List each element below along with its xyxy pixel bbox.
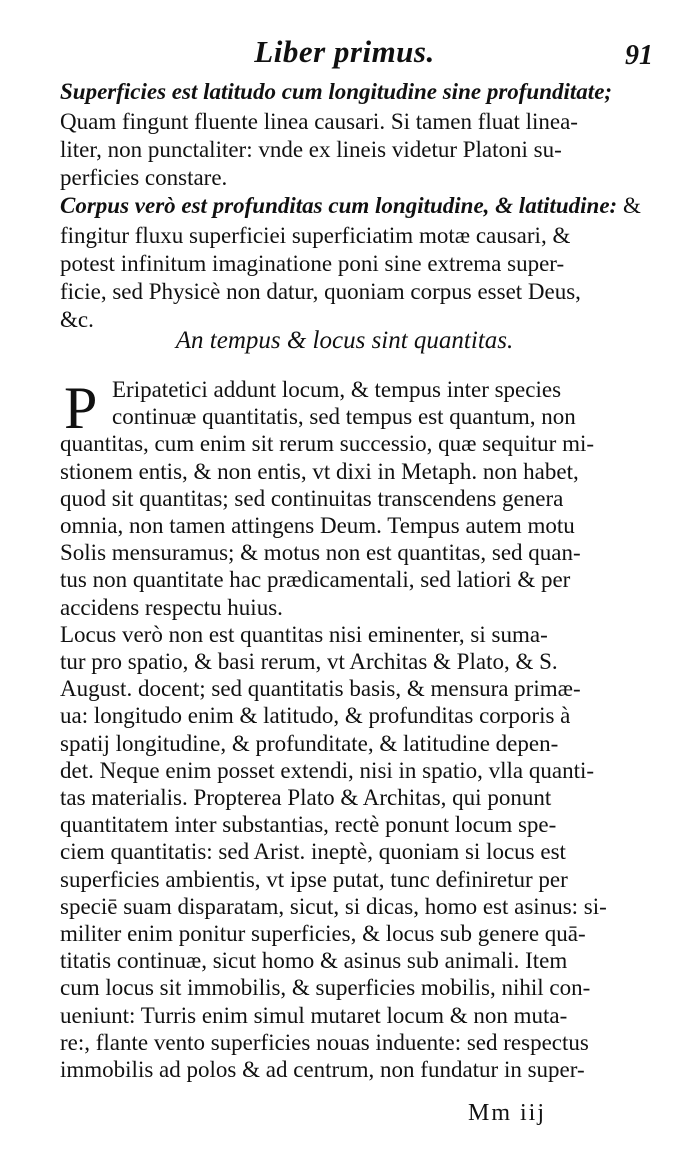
section-heading: An tempus & locus sint quantitas. <box>175 327 514 354</box>
text-line: cum locus sit immobilis, & superficies mobilis, nihil con- <box>60 975 591 1000</box>
signature-mark: Mm iij <box>468 1100 547 1126</box>
text-line: re:, flante vento superficies nouas induente: sed respectus <box>60 1030 589 1055</box>
line-text: &c. <box>60 307 94 332</box>
text-line <box>60 164 638 192</box>
text-line: det. Neque enim posset extendi, nisi in spatio, vlla quanti- <box>60 758 595 783</box>
page-number: 91 <box>625 40 653 71</box>
text-line: ua: longitudo enim & latitudo, & profunditas corporis à <box>60 703 571 728</box>
text-line: spatij longitudine, & profunditate, & latitudine depen- <box>60 731 559 756</box>
text-line: omnia, non tamen attingens Deum. Tempus autem motu <box>60 513 575 538</box>
text-line <box>60 108 638 136</box>
line-text: ficie, sed Physicè non datur, quoniam corpus esset Deus, <box>60 279 581 304</box>
text-line: quantitas, cum enim sit rerum successio, quæ sequitur mi- <box>60 431 595 456</box>
text-line: stionem entis, & non entis, vt dixi in Metaph. non habet, <box>60 459 579 484</box>
text-line: August. docent; sed quantitatis basis, & mensura primæ- <box>60 676 581 701</box>
text-line: ueniunt: Turris enim simul mutaret locum & non muta- <box>60 1003 568 1028</box>
text-line: Eripatetici addunt locum, & tempus inter species <box>112 377 562 402</box>
line-text: & <box>617 193 641 218</box>
text-line <box>60 250 638 278</box>
line-text: perficies constare. <box>60 165 228 190</box>
text-line <box>60 136 638 164</box>
text-line: tas materialis. Propterea Plato & Architas, qui ponunt <box>60 785 552 810</box>
text-line: continuæ quantitatis, sed tempus est quantum, non <box>112 404 576 429</box>
text-line: titatis continuæ, sicut homo & asinus sub animali. Item <box>60 948 568 973</box>
text-line: Solis mensuramus; & motus non est quantitas, sed quan- <box>60 540 581 565</box>
text-line: quantitatem inter substantias, rectè ponunt locum spe- <box>60 812 557 837</box>
text-line: superficies ambientis, vt ipse putat, tunc definiretur per <box>60 867 568 892</box>
running-head: Liber primus. <box>254 34 435 69</box>
text-line: accidens respectu huius. <box>60 595 283 620</box>
line-text: potest infinitum imaginatione poni sine extrema super- <box>60 251 565 276</box>
italic-definition: Corpus verò est profunditas cum longitudine, & latitudine: <box>60 193 618 218</box>
text-line: Locus verò non est quantitas nisi eminenter, si suma- <box>60 622 548 647</box>
italic-definition: Superficies est latitudo cum longitudine sine profunditate; <box>60 79 613 104</box>
text-line <box>60 278 638 306</box>
text-line: militer enim ponitur superficies, & locus sub genere quā- <box>60 921 586 946</box>
text-line <box>60 192 641 220</box>
text-line: quod sit quantitas; sed continuitas transcendens genera <box>60 486 564 511</box>
line-text: liter, non punctaliter: vnde ex lineis videtur Platoni su- <box>60 137 562 162</box>
text-line: ciem quantitatis: sed Arist. ineptè, quoniam si locus est <box>60 839 566 864</box>
drop-cap: P <box>64 375 98 441</box>
text-line <box>60 222 638 250</box>
line-text: Quam fingunt fluente linea causari. Si tamen fluat linea- <box>60 109 578 134</box>
text-line: immobilis ad polos & ad centrum, non fundatur in super- <box>60 1057 585 1082</box>
text-line: tus non quantitate hac prædicamentali, sed latiori & per <box>60 567 571 592</box>
text-line <box>60 78 638 106</box>
text-line: speciē suam disparatam, sicut, si dicas, homo est asinus: si- <box>60 894 607 919</box>
line-text: fingitur fluxu superficiei superficiatim motæ causari, & <box>60 223 571 248</box>
text-line: tur pro spatio, & basi rerum, vt Architas & Plato, & S. <box>60 649 558 674</box>
